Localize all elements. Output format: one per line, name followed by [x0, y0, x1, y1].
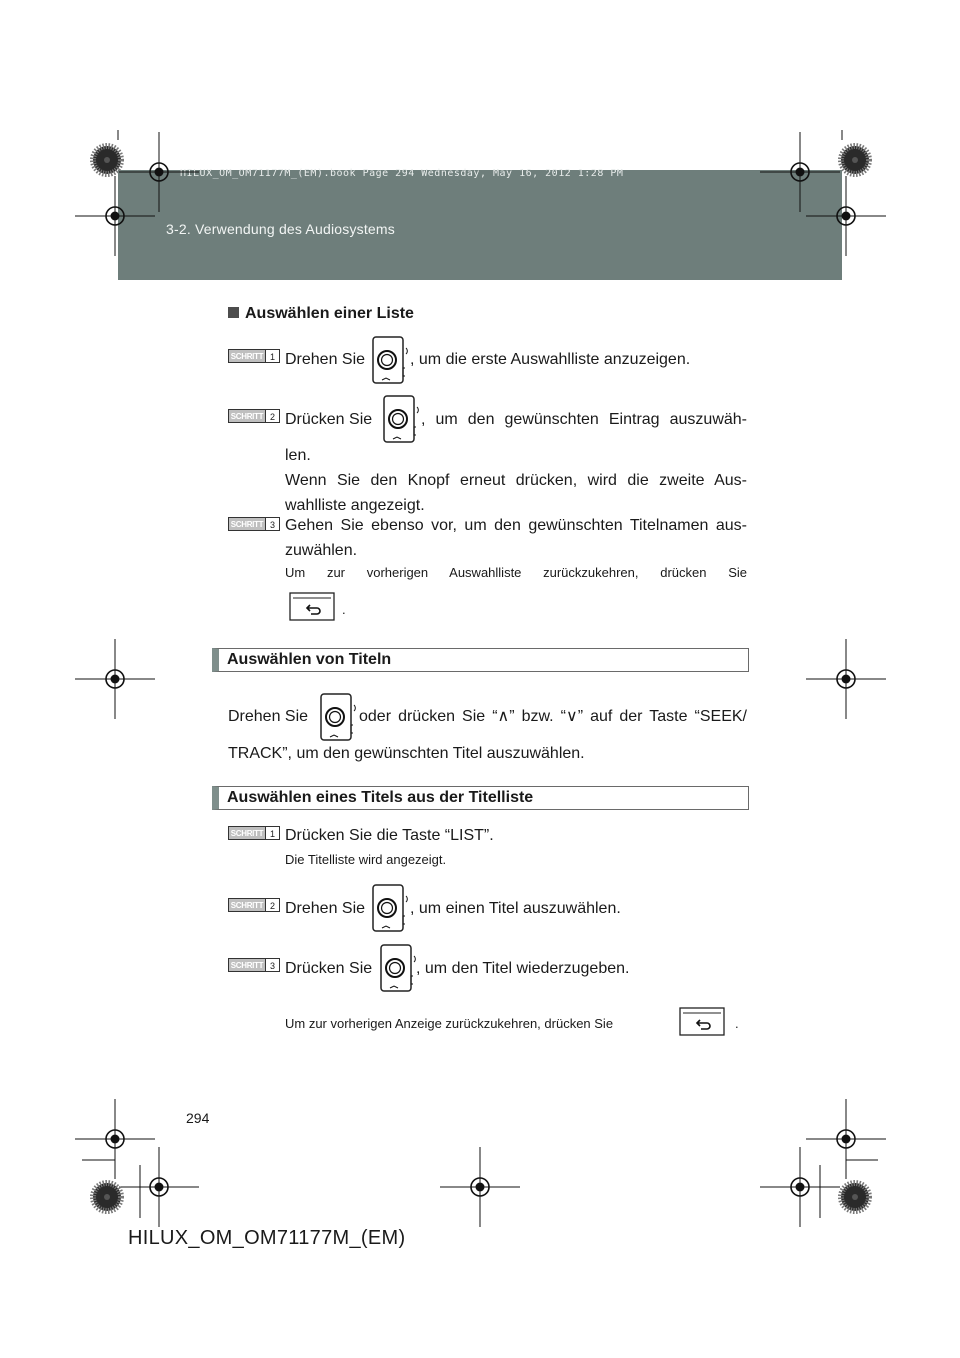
step-badge-number: 2 [265, 410, 279, 422]
section-header: Auswählen eines Titels aus der Titelliste [212, 786, 749, 810]
step-text-continued: , um die erste Auswahlliste anzuzeigen. [410, 351, 691, 368]
note-text: Die Titelliste wird angezeigt. [285, 852, 447, 867]
page-number: 294 [186, 1110, 210, 1126]
section-header: Auswählen von Titeln [212, 648, 749, 672]
starburst-mark [93, 1183, 121, 1211]
step-text: Drücken Sie die Taste “LIST”. [285, 827, 494, 844]
starburst-mark [93, 146, 121, 174]
step-badge-number: 3 [265, 518, 279, 530]
tune-knob-icon [372, 336, 408, 384]
book-info: HILUX_OM_OM71177M_(EM).book Page 294 Wednesday, May 16, 2012 1:28 PM [180, 168, 624, 179]
step-text: Drücken Sie [285, 411, 373, 428]
step-badge-number: 1 [265, 827, 279, 839]
step-text: Gehen Sie ebenso vor, um den gewünschten Titelnamen aus- zuwählen. [285, 517, 747, 559]
note-text: Um zur vorherigen Auswahlliste zurückzukehren, drücken Sie [285, 565, 747, 580]
registration-mark [119, 1147, 199, 1227]
step-text-continued: , um den gewünschten Eintrag auszuwäh- [421, 411, 747, 428]
step-badge [228, 958, 280, 972]
step-text: Drücken Sie [285, 960, 373, 977]
registration-mark [806, 176, 886, 256]
body-text-line: TRACK”, um den gewünschten Titel auszuwählen. [228, 745, 585, 762]
back-button-icon [679, 1007, 727, 1037]
registration-mark [75, 639, 155, 719]
step-badge-number: 1 [265, 350, 279, 362]
square-bullet-icon [228, 307, 239, 318]
step-badge [228, 826, 280, 840]
registration-mark [75, 1099, 155, 1179]
step-continuation: len. Wenn Sie den Knopf erneut drücken, wird die zweite Aus- wahlliste angezeigt. [285, 447, 747, 514]
back-button-icon [289, 592, 337, 622]
step-badge-label: SCHRITT [230, 412, 264, 421]
body-text-continued: oder drücken Sie “∧” bzw. “∨” auf der Taste “SEEK/ [359, 708, 747, 725]
step-badge-label: SCHRITT [230, 901, 264, 910]
note-period: . [342, 602, 346, 617]
step-badge-number: 3 [265, 959, 279, 971]
registration-mark [760, 132, 840, 212]
starburst-mark [841, 1183, 869, 1211]
tune-knob-icon [372, 884, 408, 932]
note-period: . [735, 1016, 739, 1031]
push-knob-icon [380, 944, 416, 992]
step-text-continued: , um einen Titel auszuwählen. [410, 900, 621, 917]
note-text: Um zur vorherigen Anzeige zurückzukehren, drücken Sie [285, 1016, 614, 1031]
step-badge-label: SCHRITT [230, 352, 264, 361]
step-text-continued: , um den Titel wiederzugeben. [416, 960, 630, 977]
registration-mark [440, 1147, 520, 1227]
registration-mark [806, 639, 886, 719]
tune-knob-icon [320, 693, 356, 741]
starburst-mark [841, 146, 869, 174]
registration-mark [75, 176, 155, 256]
step-badge [228, 349, 280, 363]
step-badge-number: 2 [265, 899, 279, 911]
registration-mark [760, 1147, 840, 1227]
registration-mark [806, 1099, 886, 1179]
step-badge [228, 409, 280, 423]
registration-mark [119, 132, 199, 212]
step-badge-label: SCHRITT [230, 829, 264, 838]
push-knob-icon [383, 395, 419, 443]
step-badge [228, 898, 280, 912]
step-badge-label: SCHRITT [230, 520, 264, 529]
subheading [228, 305, 414, 323]
manual-id: HILUX_OM_OM71177M_(EM) [128, 1227, 406, 1249]
step-text: Drehen Sie [285, 351, 366, 368]
step-badge [228, 517, 280, 531]
section-title: 3-2. Verwendung des Audiosystems [166, 221, 395, 237]
subheading-text: Auswählen einer Liste [245, 305, 414, 322]
body-text: Drehen Sie [228, 708, 309, 725]
step-text: Drehen Sie [285, 900, 366, 917]
step-badge-label: SCHRITT [230, 961, 264, 970]
